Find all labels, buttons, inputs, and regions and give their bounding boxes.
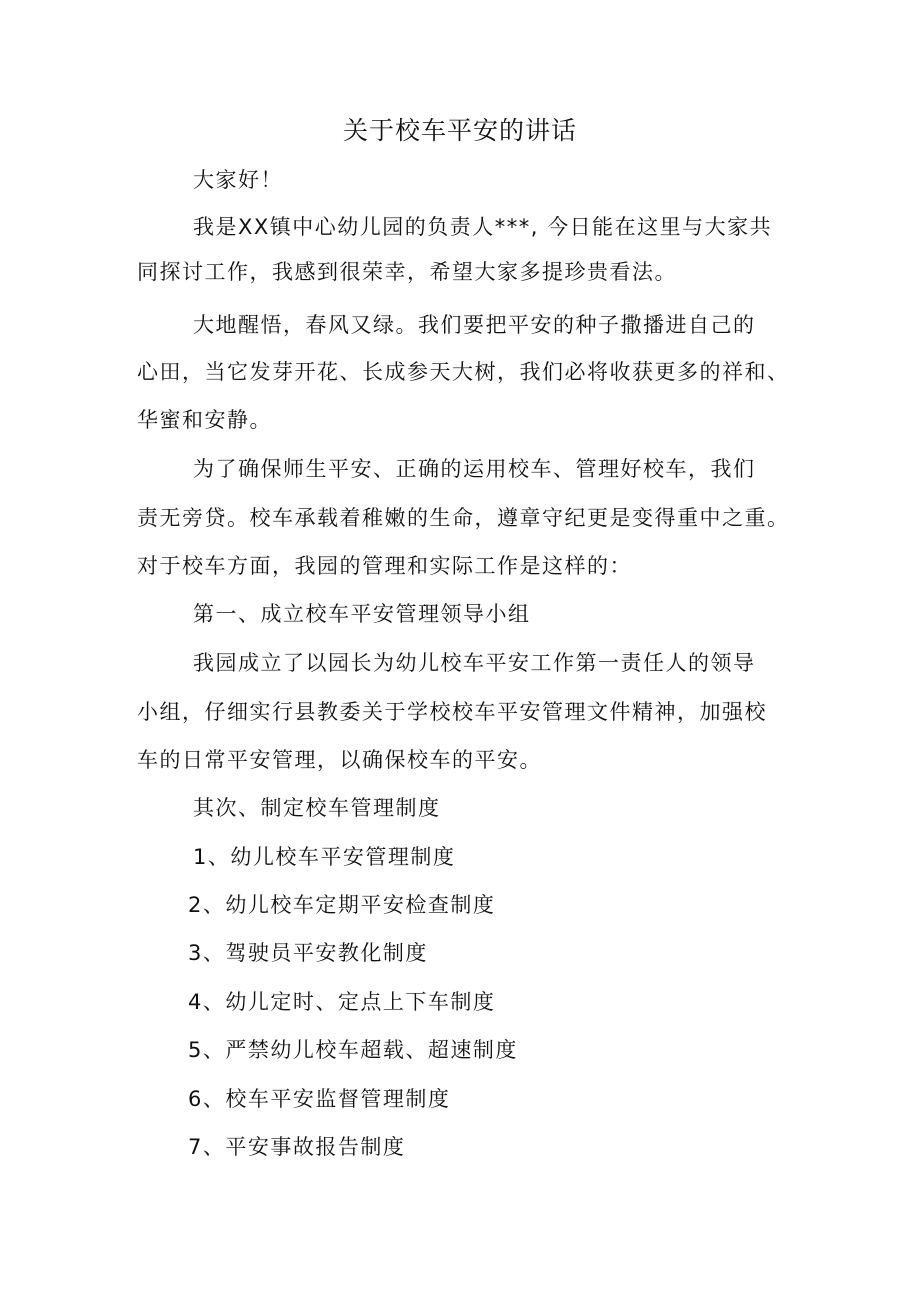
- document-title: 关于校车平安的讲话: [342, 116, 577, 145]
- list-item: 4、幼儿定时、定点上下车制度: [188, 990, 496, 1014]
- list-item: 7、平安事故报告制度: [188, 1135, 406, 1159]
- section-heading: 其次、制定校车管理制度: [193, 796, 441, 820]
- paragraph-line: 对于校车方面，我园的管理和实际工作是这样的：: [137, 554, 632, 578]
- paragraph-line: 我园成立了以园长为幼儿校车平安工作第一责任人的领导: [193, 651, 756, 675]
- paragraph-line: 为了确保师生平安、正确的运用校车、管理好校车，我们: [193, 457, 756, 481]
- paragraph-line: 同探讨工作，我感到很荣幸，希望大家多提珍贵看法。: [137, 260, 677, 284]
- paragraph-line: 责无旁贷。校车承载着稚嫩的生命，遵章守纪更是变得重中之重。: [137, 506, 790, 530]
- list-item: 2、幼儿校车定期平安检查制度: [188, 893, 496, 917]
- paragraph-line: 我是XX镇中心幼儿园的负责人***, 今日能在这里与大家共: [193, 215, 773, 239]
- list-item: 6、校车平安监督管理制度: [188, 1087, 451, 1111]
- paragraph-line: 车的日常平安管理，以确保校车的平安。: [137, 748, 542, 772]
- list-item: 1、幼儿校车平安管理制度: [193, 845, 456, 869]
- paragraph-line: 大地醒悟，春风又绿。我们要把平安的种子撒播进自己的: [193, 313, 756, 337]
- paragraph-line: 华蜜和安静。: [137, 408, 272, 432]
- paragraph-line: 小组，仔细实行县教委关于学校校车平安管理文件精神，加强校: [137, 700, 767, 724]
- paragraph-line: 心田，当它发芽开花、长成参天大树，我们必将收获更多的祥和、: [137, 360, 790, 384]
- section-heading: 第一、成立校车平安管理领导小组: [193, 602, 531, 626]
- greeting-line: 大家好！: [193, 168, 283, 192]
- list-item: 3、驾驶员平安教化制度: [188, 941, 428, 965]
- list-item: 5、严禁幼儿校车超载、超速制度: [188, 1038, 518, 1062]
